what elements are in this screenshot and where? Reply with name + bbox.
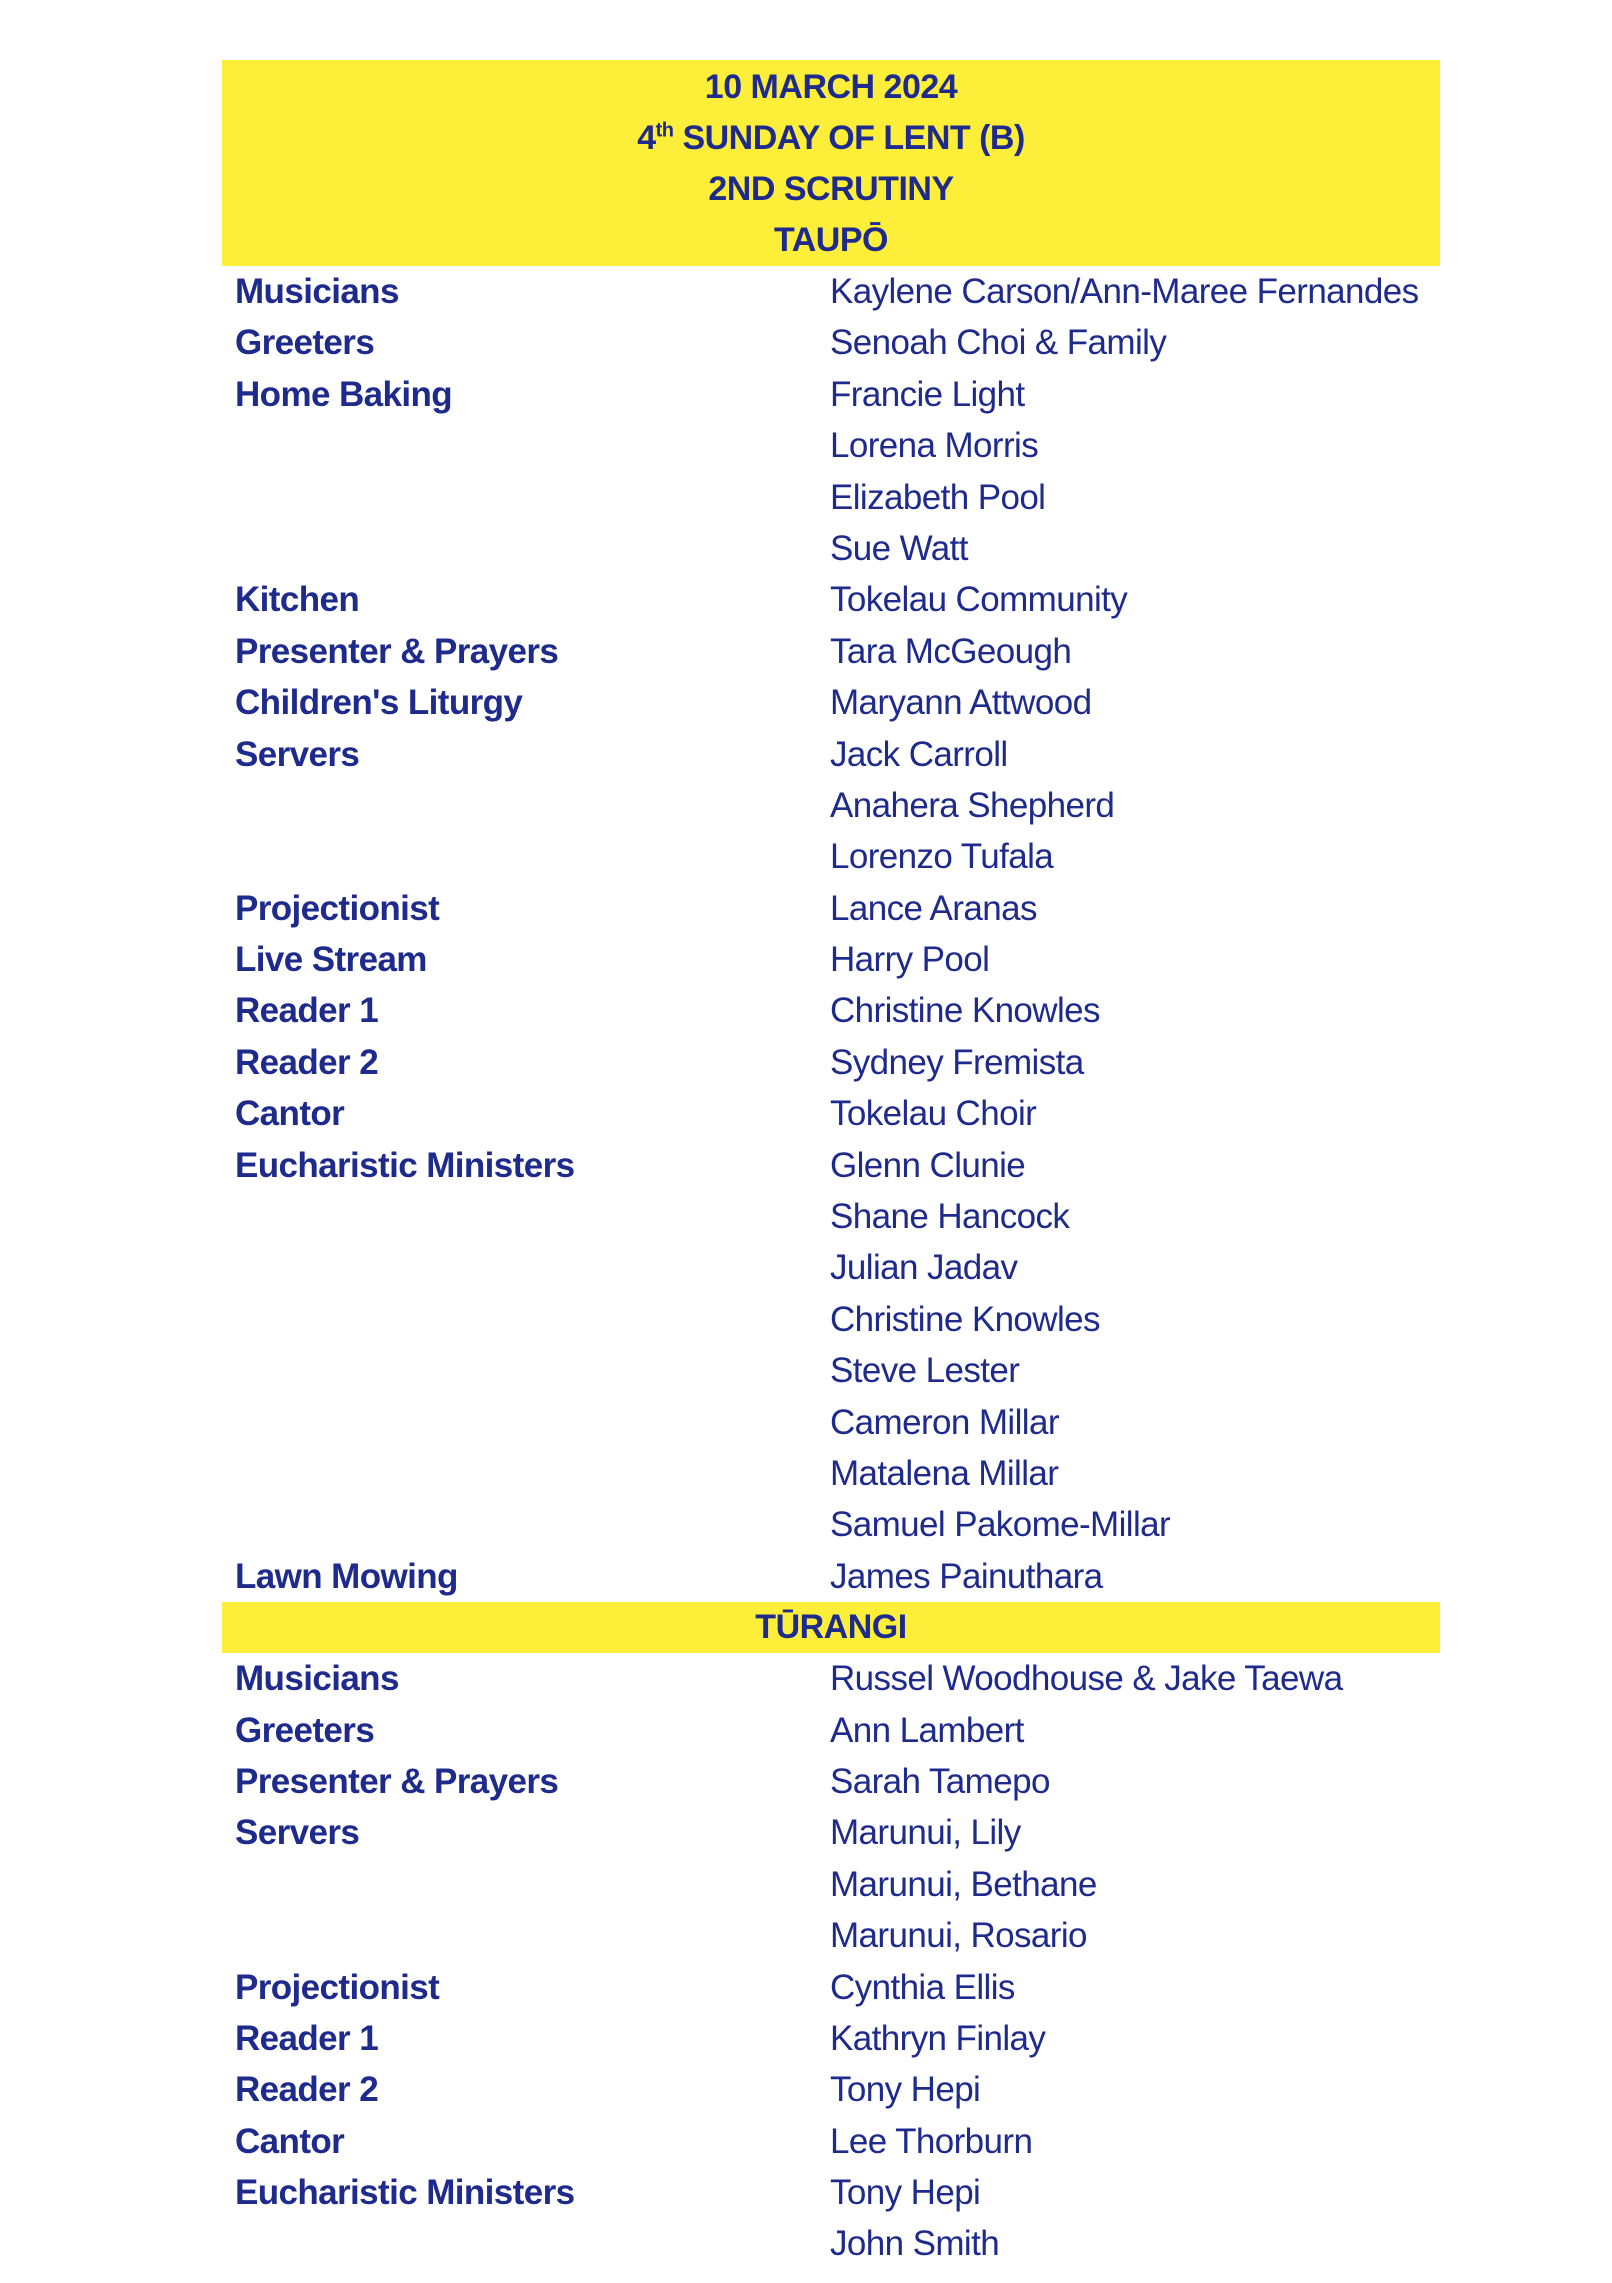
role-label: Reader 2 — [235, 1042, 379, 1082]
role-label: Home Baking — [235, 374, 453, 414]
roster-row — [222, 1499, 1440, 1550]
roster-row — [222, 2064, 1440, 2115]
assignee-name: Kaylene Carson/Ann-Maree Fernandes — [830, 272, 1419, 311]
role-label — [222, 1397, 830, 1448]
roster-row — [222, 934, 1440, 985]
assignee-name: Harry Pool — [830, 940, 990, 980]
turangi-roster — [222, 1653, 1440, 2270]
assignee-name: Tony Hepi — [830, 2173, 981, 2213]
role-label — [222, 831, 830, 882]
role-label: Reader 1 — [235, 2018, 379, 2058]
roster-row — [222, 677, 1440, 728]
date-heading: 10 MARCH 2024 — [704, 68, 958, 106]
roster-row — [222, 1294, 1440, 1345]
roster-row — [222, 626, 1440, 677]
roster-row — [222, 2218, 1440, 2269]
roster-row — [222, 574, 1440, 625]
roster-row — [222, 780, 1440, 831]
role-label: Cantor — [235, 1094, 345, 1134]
roster-row — [222, 266, 1440, 317]
sunday-ordinal: th — [655, 119, 674, 142]
role-label: Eucharistic Ministers — [235, 1145, 575, 1185]
roster-row — [222, 1242, 1440, 1293]
assignee-name: Tara McGeough — [830, 631, 1072, 671]
role-label — [222, 1499, 830, 1550]
assignee-name: Tony Hepi — [830, 2070, 981, 2110]
assignee-name: Tokelau Community — [830, 580, 1128, 620]
assignee-name: Lorena Morris — [830, 426, 1039, 466]
assignee-name: Marunui, Lily — [830, 1813, 1021, 1853]
assignee-name: Glenn Clunie — [830, 1145, 1026, 1185]
role-label — [222, 420, 830, 471]
role-label: Projectionist — [235, 888, 440, 928]
assignee-name: Senoah Choi & Family — [830, 323, 1167, 363]
roster-row — [222, 2167, 1440, 2218]
roster-row — [222, 1807, 1440, 1858]
assignee-name: Jack Carroll — [830, 734, 1008, 774]
roster-row — [222, 2013, 1440, 2064]
assignee-name: Kathryn Finlay — [830, 2018, 1046, 2058]
roster-row — [222, 523, 1440, 574]
assignee-name: Matalena Millar — [830, 1453, 1059, 1493]
assignee-name: Julian Jadav — [830, 1248, 1018, 1288]
assignee-name: Tokelau Choir — [830, 1094, 1037, 1134]
role-label: Servers — [235, 1813, 360, 1853]
assignee-name: Sue Watt — [830, 528, 968, 568]
roster-row — [222, 1962, 1440, 2013]
roster-row — [222, 2116, 1440, 2167]
role-label — [222, 2218, 830, 2269]
role-label: Presenter & Prayers — [235, 1761, 559, 1801]
roster-row — [222, 1705, 1440, 1756]
role-label — [222, 1448, 830, 1499]
roster-row — [222, 831, 1440, 882]
role-label — [222, 1191, 830, 1242]
assignee-name: Marunui, Rosario — [830, 1916, 1087, 1956]
assignee-name: Marunui, Bethane — [830, 1864, 1097, 1904]
assignee-name: John Smith — [830, 2224, 1000, 2264]
roster-sheet — [222, 60, 1440, 2270]
role-label: Lawn Mowing — [235, 1556, 458, 1596]
assignee-name: Sydney Fremista — [830, 1042, 1084, 1082]
role-label — [222, 780, 830, 831]
role-label — [222, 1910, 830, 1961]
assignee-name: Ann Lambert — [830, 1710, 1024, 1750]
assignee-name: Lance Aranas — [830, 888, 1037, 928]
roster-row — [222, 1191, 1440, 1242]
section-heading-taupo: TAUPŌ — [774, 221, 888, 259]
assignee-name: Sarah Tamepo — [830, 1761, 1050, 1801]
assignee-name: Francie Light — [830, 374, 1025, 414]
role-label — [222, 523, 830, 574]
role-label — [222, 1242, 830, 1293]
assignee-name: Elizabeth Pool — [830, 477, 1046, 517]
role-label: Presenter & Prayers — [235, 631, 559, 671]
role-label: Children's Liturgy — [235, 683, 523, 723]
roster-row — [222, 883, 1440, 934]
roster-row — [222, 317, 1440, 368]
role-label — [222, 1859, 830, 1910]
assignee-name: Shane Hancock — [830, 1197, 1070, 1237]
roster-row — [222, 420, 1440, 471]
roster-row — [222, 369, 1440, 420]
assignee-name: Cynthia Ellis — [830, 1967, 1015, 2007]
role-label: Servers — [235, 734, 360, 774]
taupo-roster — [222, 266, 1440, 1602]
role-label: Projectionist — [235, 1967, 440, 2007]
role-label: Eucharistic Ministers — [235, 2173, 575, 2213]
roster-row — [222, 1756, 1440, 1807]
sunday-title: SUNDAY OF LENT (B) — [673, 119, 1025, 157]
role-label: Musicians — [235, 272, 399, 311]
role-label: Reader 2 — [235, 2070, 379, 2110]
roster-row — [222, 729, 1440, 780]
roster-row — [222, 1653, 1440, 1704]
scrutiny-heading: 2ND SCRUTINY — [708, 170, 954, 208]
role-label — [222, 472, 830, 523]
roster-row — [222, 1397, 1440, 1448]
assignee-name: Lee Thorburn — [830, 2121, 1033, 2161]
role-label: Live Stream — [235, 940, 427, 980]
section-heading-turangi: TŪRANGI — [222, 1602, 1440, 1653]
assignee-name: Cameron Millar — [830, 1402, 1059, 1442]
roster-row — [222, 1088, 1440, 1139]
role-label: Kitchen — [235, 580, 360, 620]
sunday-number: 4 — [637, 119, 656, 157]
roster-row — [222, 472, 1440, 523]
assignee-name: Steve Lester — [830, 1351, 1020, 1391]
roster-row — [222, 1345, 1440, 1396]
assignee-name: Anahera Shepherd — [830, 785, 1115, 825]
assignee-name: Lorenzo Tufala — [830, 837, 1054, 877]
assignee-name: James Painuthara — [830, 1556, 1103, 1596]
assignee-name: Christine Knowles — [830, 991, 1100, 1031]
roster-row — [222, 1551, 1440, 1602]
assignee-name: Russel Woodhouse & Jake Taewa — [830, 1659, 1343, 1699]
roster-row — [222, 1140, 1440, 1191]
assignee-name: Maryann Attwood — [830, 683, 1092, 723]
roster-row — [222, 985, 1440, 1036]
role-label: Greeters — [235, 1710, 375, 1750]
role-label: Greeters — [235, 323, 375, 363]
role-label: Cantor — [235, 2121, 345, 2161]
assignee-name: Samuel Pakome-Millar — [830, 1505, 1171, 1545]
roster-row — [222, 1859, 1440, 1910]
sunday-heading — [222, 113, 1440, 164]
roster-row — [222, 1910, 1440, 1961]
header-band — [222, 60, 1440, 266]
role-label: Reader 1 — [235, 991, 379, 1031]
role-label: Musicians — [235, 1659, 399, 1699]
assignee-name: Christine Knowles — [830, 1299, 1100, 1339]
role-label — [222, 1294, 830, 1345]
role-label — [222, 1345, 830, 1396]
roster-row — [222, 1037, 1440, 1088]
roster-row — [222, 1448, 1440, 1499]
